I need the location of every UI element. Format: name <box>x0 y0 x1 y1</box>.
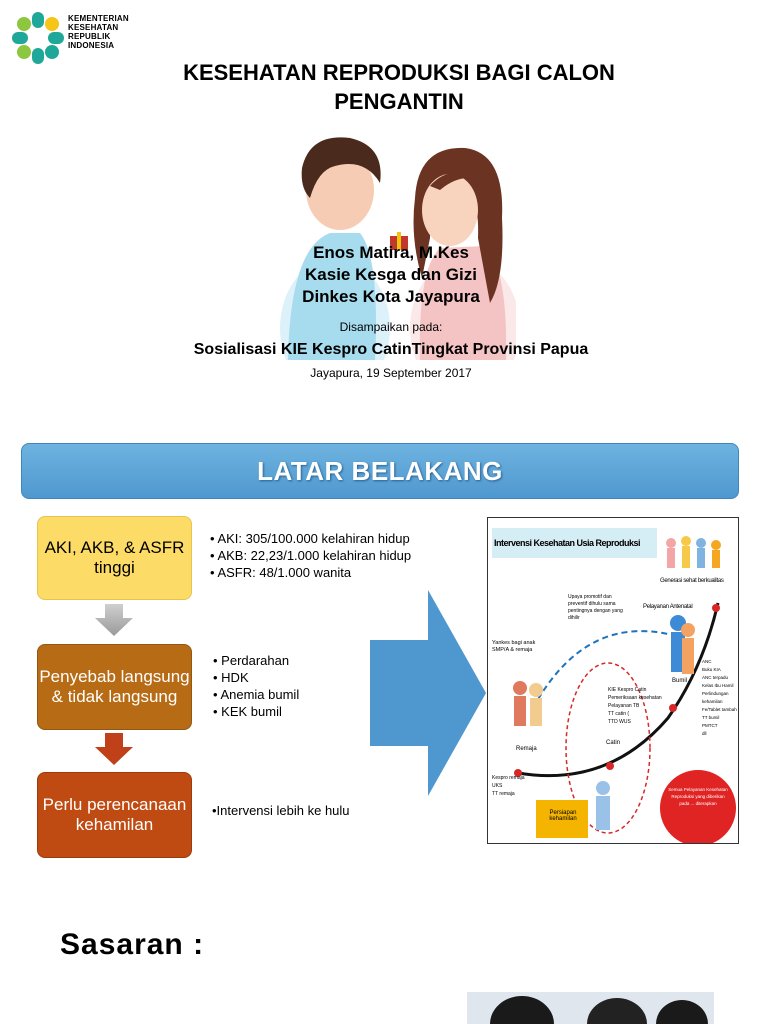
cause-list <box>213 652 299 720</box>
diagram-label: Catin <box>606 740 621 746</box>
diagram-note: Semua Pelayanan Kesehatan Reproduksi yang diberikan pada ... diterapkan <box>668 787 728 806</box>
list-item: ANC terpadu <box>702 675 729 680</box>
catin-services <box>608 686 662 726</box>
list-item: Fe/Tablet tambah <box>702 707 737 712</box>
list-item: • HDK <box>213 670 249 685</box>
list-item: • ASFR: 48/1.000 wanita <box>210 565 352 580</box>
logo-line: KESEHATAN <box>68 23 119 32</box>
list-item: ANC <box>702 659 712 664</box>
problem-box <box>37 516 192 600</box>
delivered-label: Disampaikan pada: <box>339 320 443 334</box>
list-item: TTD WUS <box>608 719 631 725</box>
cause-box <box>37 644 192 730</box>
presenter-block <box>0 242 768 308</box>
logo-line: KEMENTERIAN <box>68 14 129 23</box>
bumil-services <box>702 658 738 738</box>
diagram-title: Intervensi Kesehatan Usia Reproduksi <box>494 538 641 548</box>
diagram-label: Pelayanan Antenatal <box>643 604 693 610</box>
list-item: Buku KIA <box>702 667 721 672</box>
sasaran-heading: Sasaran : <box>60 928 205 961</box>
list-item: dll <box>702 731 707 736</box>
logo-line: REPUBLIK <box>68 32 111 41</box>
section-banner <box>21 443 739 499</box>
title-line: PENGANTIN <box>334 89 464 114</box>
list-item: KIE Kespro Catin <box>608 687 647 693</box>
planning-box <box>37 772 192 858</box>
section-heading: LATAR BELAKANG <box>257 455 503 486</box>
diagram-label: Generasi sehat berkualitas <box>660 578 724 584</box>
list-item: TT remaja <box>492 791 515 797</box>
event-name: Sosialisasi KIE Kespro CatinTingkat Provinsi Papua <box>193 341 589 358</box>
diagram-label: Persiapan kehamilan <box>549 810 577 822</box>
list-item: •Intervensi lebih ke hulu <box>212 803 350 818</box>
presenter-office: Dinkes Kota Jayapura <box>302 287 480 306</box>
diagram-label: Upaya promotif dan preventif dihulu sama pentingnya dengan yang dihilir <box>568 594 623 621</box>
list-item: TT bumil <box>702 715 720 720</box>
list-item: Pelayanan TB <box>608 703 640 709</box>
list-item: UKS <box>492 783 503 789</box>
title-line: KESEHATAN REPRODUKSI BAGI CALON <box>183 60 615 85</box>
down-arrow-icon <box>95 604 133 636</box>
diagram-label: Bumil <box>672 678 688 684</box>
list-item: Perlindungan kehamilan <box>702 691 729 704</box>
list-item: Kespro remaja <box>492 775 525 781</box>
intervention-list <box>212 802 350 819</box>
down-arrow-icon <box>95 733 133 765</box>
list-item: • AKI: 305/100.000 kelahiran hidup <box>210 531 410 546</box>
photo-thumbnail <box>467 992 714 1024</box>
diagram-label: Remaja <box>516 746 537 752</box>
presenter-name: Enos Matira, M.Kes <box>313 243 469 262</box>
intervention-diagram <box>487 517 739 844</box>
logo-line: INDONESIA <box>68 41 115 50</box>
list-item: • Perdarahan <box>213 653 290 668</box>
box-label: Perlu perencanaan kehamilan <box>42 795 187 834</box>
right-arrow-icon <box>370 590 486 796</box>
list-item: • Anemia bumil <box>213 687 300 702</box>
presenter-role: Kasie Kesga dan Gizi <box>305 265 477 284</box>
ministry-name <box>68 14 129 50</box>
box-label: AKI, AKB, & ASFR tinggi <box>44 538 185 577</box>
list-item: • KEK bumil <box>213 704 282 719</box>
list-item: Kelas Ibu Hamil <box>702 683 734 688</box>
list-item: TT catin ( <box>608 711 630 717</box>
place-date: Jayapura, 19 September 2017 <box>310 366 472 380</box>
slide-title <box>0 58 768 116</box>
list-item: • AKB: 22,23/1.000 kelahiran hidup <box>210 548 412 563</box>
list-item: Pemeriksaan kesehatan <box>608 695 662 701</box>
list-item: PMTCT <box>702 723 718 728</box>
remaja-services <box>492 774 525 798</box>
diagram-label: Yankes bagi anak SMP/A & remaja <box>492 640 536 653</box>
indicator-list <box>210 530 411 581</box>
box-label: Penyebab langsung & tidak langsung <box>39 667 190 706</box>
